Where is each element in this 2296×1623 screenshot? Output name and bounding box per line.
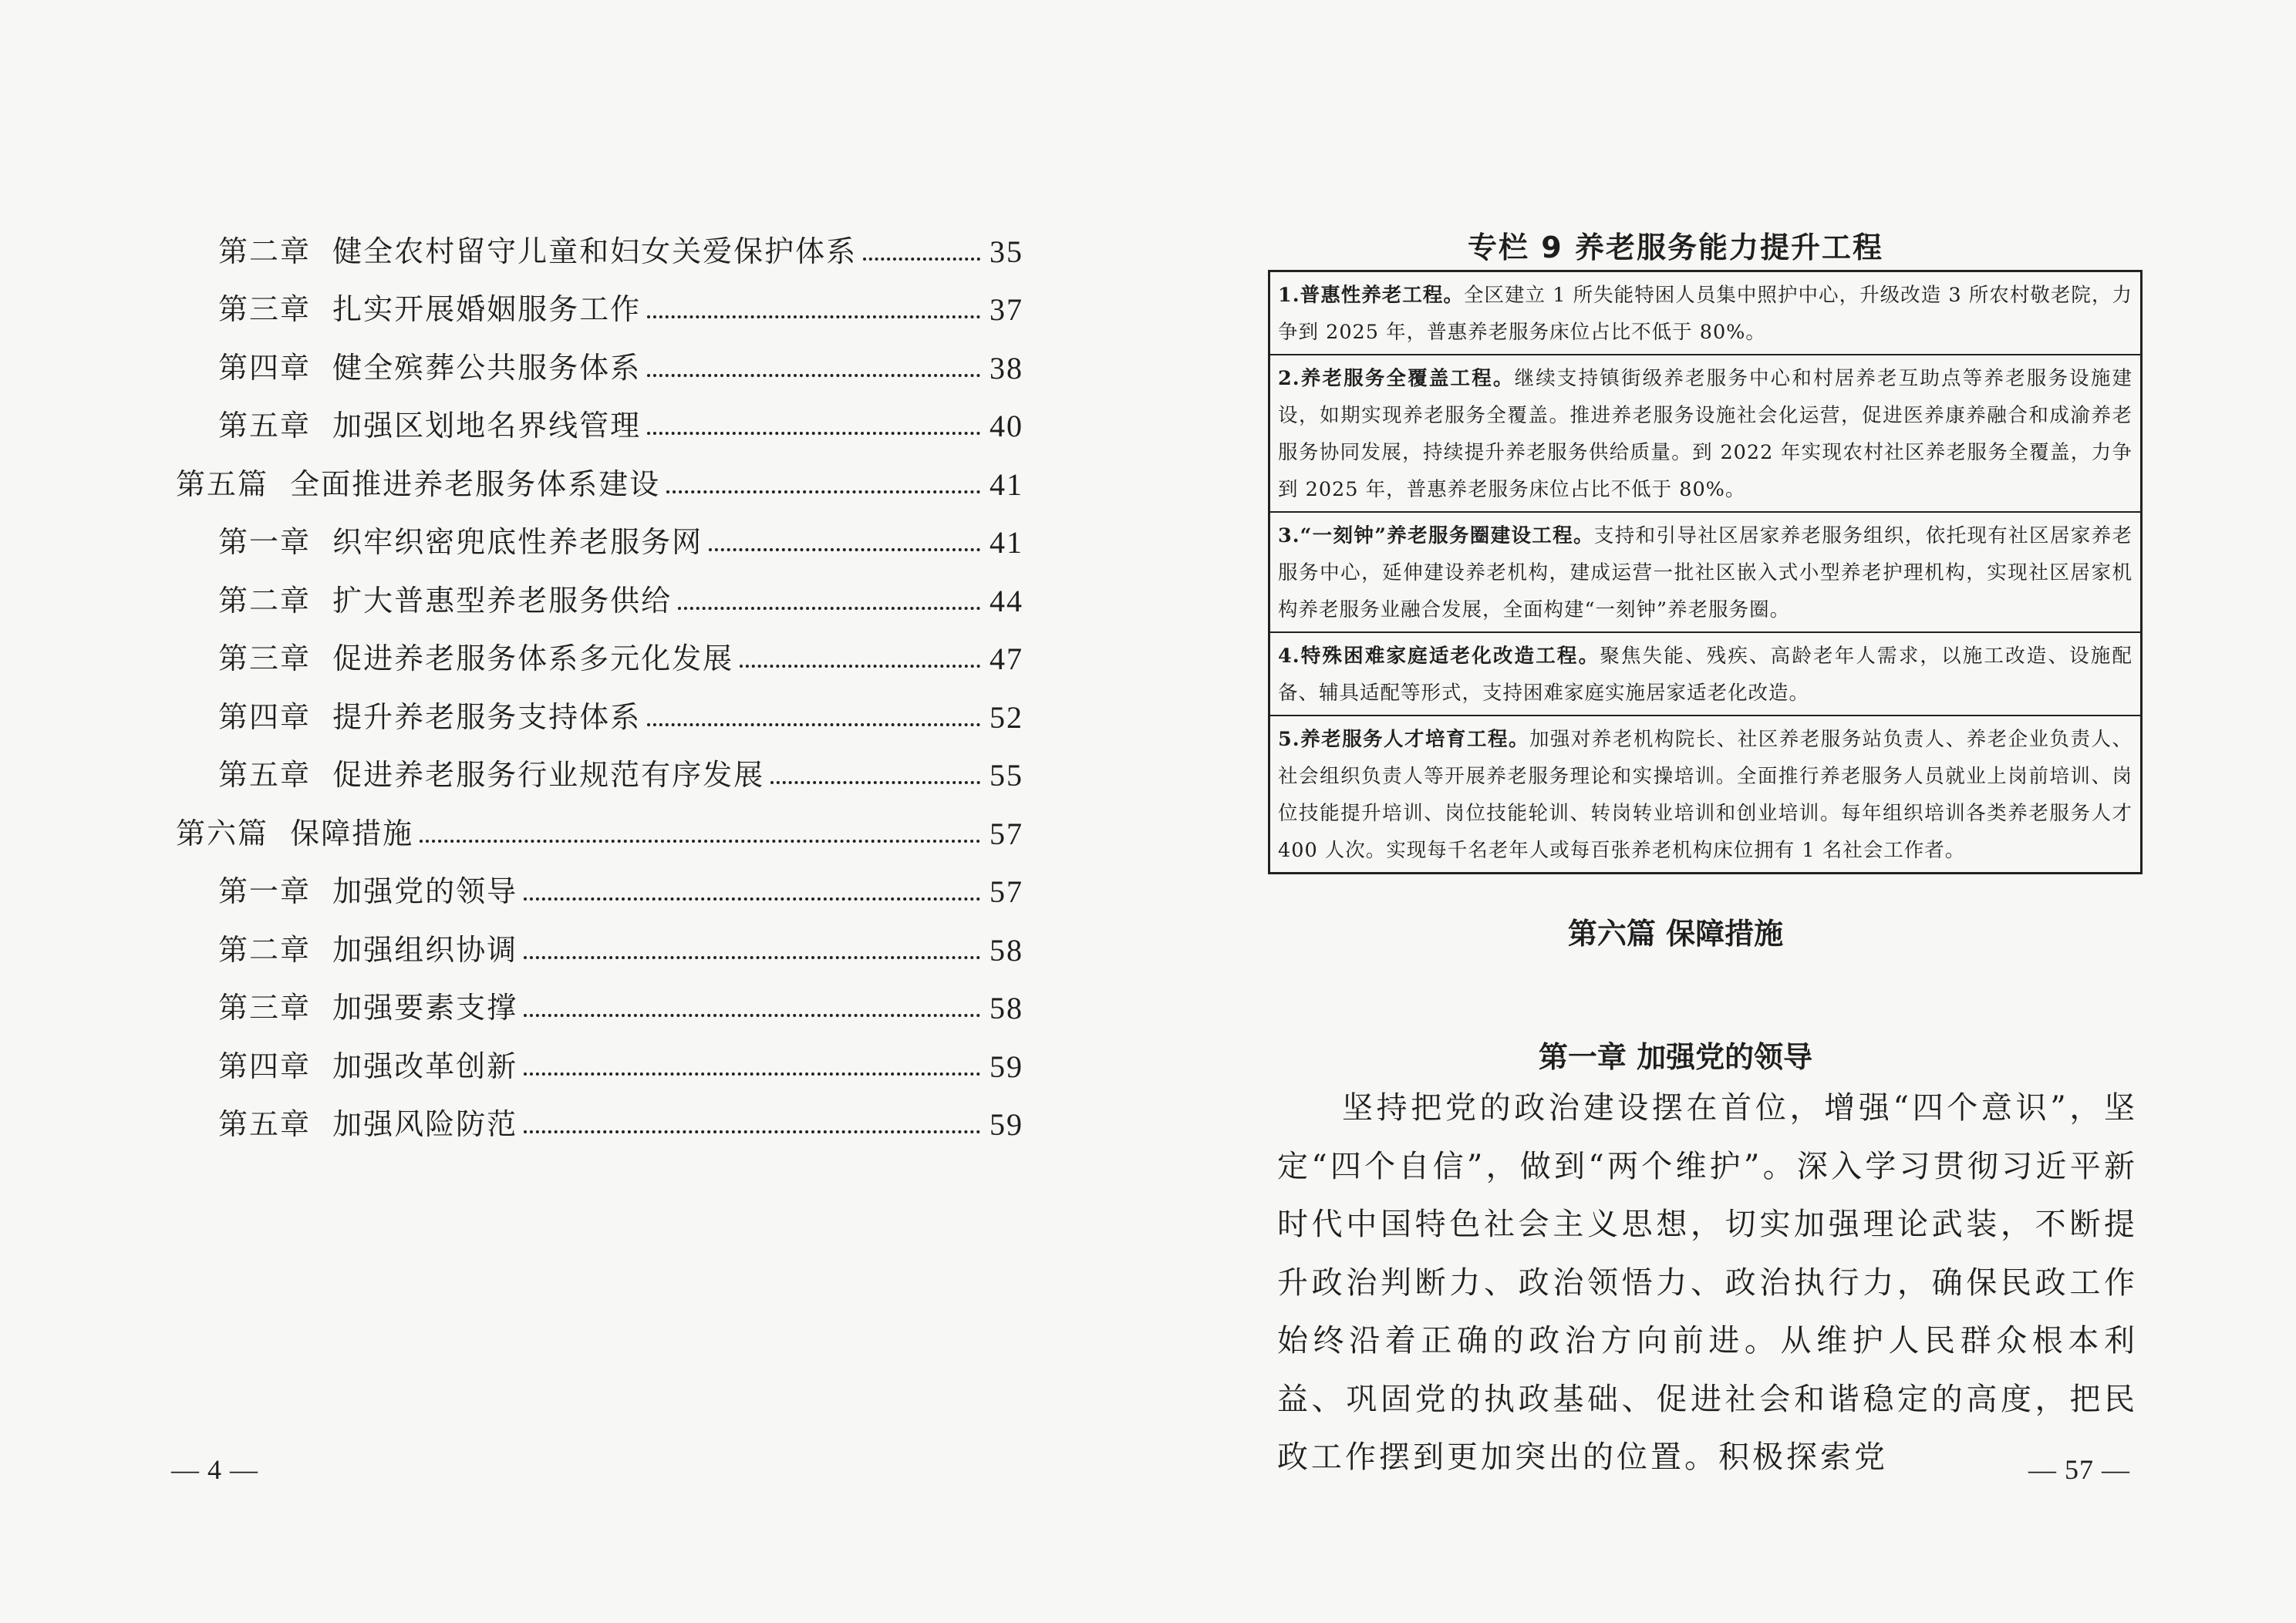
- toc-entry: [218, 573, 1023, 619]
- toc-leader-dots: [647, 315, 980, 318]
- toc-entry-title: 第二章 健全农村留守儿童和妇女关爱保护体系: [218, 234, 858, 268]
- toc-entry-page: 47: [990, 641, 1023, 676]
- toc-entry-page: 55: [990, 758, 1023, 793]
- toc-leader-dots: [647, 374, 980, 377]
- toc-entry-page: 59: [990, 1107, 1023, 1142]
- page-number: — 57 —: [2028, 1454, 2130, 1485]
- toc-leader-dots: [740, 665, 980, 668]
- toc-entry-page: 58: [990, 933, 1023, 968]
- column-box-item: [1270, 513, 2140, 633]
- column-box-item-heading: 2.养老服务全覆盖工程。: [1278, 367, 1515, 390]
- toc-entry: [218, 922, 1023, 968]
- column-box-item: [1270, 355, 2140, 513]
- toc-entry: [218, 398, 1023, 444]
- column-box-item-heading: 3.“一刻钟”养老服务圈建设工程。: [1278, 524, 1594, 547]
- toc-leader-dots: [647, 432, 980, 435]
- part-heading: [1148, 910, 2296, 952]
- column-box-item-heading: 1.普惠性养老工程。: [1278, 284, 1464, 307]
- toc-leader-dots: [524, 956, 980, 959]
- column-box-title: [1148, 224, 2296, 266]
- toc-leader-dots: [524, 1130, 980, 1133]
- toc-entry-title: 第一章 织牢织密兜底性养老服务网: [218, 525, 703, 559]
- column-box-item-text: 全区建立 1 所失能特困人员集中照护中心，升级改造 3 所农村敬老院，力争到 2025 年，普惠养老服务床位占比不低于 80%。: [1278, 284, 2133, 344]
- toc-leader-dots: [647, 723, 980, 726]
- column-box-item-text: 继续支持镇街级养老服务中心和村居养老互助点等养老服务设施建设，如期实现养老服务全覆盖。推进养老服务设施社会化运营，促进医养康养融合和成渝养老服务协同发展，持续提升养老服务供给质量。到 2022 年实现农村社区养老服务全覆盖，力争到 2025 年，普惠养老服务床位占比不低于 80%。: [1278, 367, 2132, 501]
- toc-entry-page: 40: [990, 409, 1023, 443]
- column-box-item-text: 支持和引导社区居家养老服务组织，依托现有社区居家养老服务中心，延伸建设养老机构，建成运营一批社区嵌入式小型养老护理机构，实现社区居家机构养老服务业融合发展，全面构建“一刻钟”养老服务圈。: [1278, 524, 2132, 621]
- toc-leader-dots: [863, 258, 980, 261]
- column-box-item: [1270, 716, 2140, 872]
- column-box: [1268, 270, 2143, 874]
- toc-leader-dots: [524, 1014, 980, 1017]
- column-box-title-text: 专栏 9 养老服务能力提升工程: [1468, 231, 1883, 264]
- column-box-item-heading: 4.特殊困难家庭适老化改造工程。: [1278, 645, 1600, 668]
- toc-entry-page: 44: [990, 584, 1023, 618]
- toc-entry-part: [176, 456, 1023, 503]
- toc-entry-page: 52: [990, 700, 1023, 735]
- toc-entry-page: 57: [990, 817, 1023, 851]
- toc-entry: [218, 514, 1023, 561]
- toc-leader-dots: [524, 897, 980, 901]
- right-page: [1148, 0, 2296, 1623]
- toc-entry-title: 第四章 加强改革创新: [218, 1049, 518, 1083]
- toc-entry: [218, 631, 1023, 677]
- toc-entry-title: 第三章 扎实开展婚姻服务工作: [218, 292, 642, 326]
- toc-leader-dots: [524, 1072, 980, 1076]
- toc-leader-dots: [666, 490, 980, 493]
- toc-entry-title: 第五章 加强区划地名界线管理: [218, 409, 642, 443]
- toc-entry-part: [176, 806, 1023, 852]
- column-box-item-text: 聚焦失能、残疾、高龄老年人需求，以施工改造、设施配备、辅具适配等形式，支持困难家庭实施居家适老化改造。: [1278, 645, 2132, 705]
- toc-entry-page: 35: [990, 234, 1023, 269]
- column-box-item: [1270, 272, 2140, 355]
- toc-entry-title: 第五章 加强风险防范: [218, 1107, 518, 1141]
- toc-entry: [218, 1096, 1023, 1143]
- toc-entry-title: 第一章 加强党的领导: [218, 874, 518, 908]
- page-number: — 4 —: [171, 1454, 258, 1485]
- toc-entry-title: 第六篇 保障措施: [176, 817, 414, 850]
- toc-entry: [218, 980, 1023, 1026]
- body-paragraph: 坚持把党的政治建设摆在首位，增强“四个意识”，坚定“四个自信”，做到“两个维护”。深入学习贯彻习近平新时代中国特色社会主义思想，切实加强理论武装，不断提升政治判断力、政治领悟力、政治执行力，确保民政工作始终沿着正确的政治方向前进。从维护人民群众根本利益、巩固党的执政基础、促进社会和谐稳定的高度，把民政工作摆到更加突出的位置。积极探索党: [1277, 1090, 2138, 1475]
- chapter-heading: [1148, 1033, 2296, 1076]
- toc-entry-title: 第五章 促进养老服务行业规范有序发展: [218, 758, 765, 792]
- toc-entry: [218, 747, 1023, 793]
- toc-entry: [218, 340, 1023, 386]
- toc-entry-title: 第五篇 全面推进养老服务体系建设: [176, 467, 661, 501]
- toc-entry-title: 第四章 提升养老服务支持体系: [218, 700, 642, 734]
- toc-entry-page: 59: [990, 1049, 1023, 1084]
- toc-leader-dots: [420, 840, 980, 843]
- toc-leader-dots: [678, 607, 980, 610]
- toc-entry: [218, 281, 1023, 328]
- column-box-item: [1270, 633, 2140, 716]
- toc-leader-dots: [709, 548, 980, 551]
- toc-entry: [218, 864, 1023, 910]
- toc-entry: [218, 224, 1023, 270]
- toc-entry-page: 57: [990, 874, 1023, 909]
- toc-entry-title: 第四章 健全殡葬公共服务体系: [218, 351, 642, 385]
- toc-leader-dots: [770, 781, 980, 784]
- column-box-item-heading: 5.养老服务人才培育工程。: [1278, 728, 1529, 751]
- toc-entry-page: 38: [990, 351, 1023, 386]
- toc-entry-page: 58: [990, 991, 1023, 1025]
- toc-entry-page: 37: [990, 292, 1023, 327]
- toc-entry-page: 41: [990, 467, 1023, 502]
- chapter-heading-text: 第一章 加强党的领导: [1538, 1040, 1813, 1074]
- toc-entry: [218, 1039, 1023, 1085]
- toc-entry-title: 第三章 加强要素支撑: [218, 991, 518, 1025]
- toc-entry-page: 41: [990, 525, 1023, 560]
- part-heading-text: 第六篇 保障措施: [1567, 917, 1784, 951]
- toc-entry-title: 第三章 促进养老服务体系多元化发展: [218, 641, 734, 675]
- toc-entry: [218, 689, 1023, 736]
- toc-entry-title: 第二章 加强组织协调: [218, 933, 518, 967]
- toc-entry-title: 第二章 扩大普惠型养老服务供给: [218, 584, 673, 618]
- column-box-item-text: 加强对养老机构院长、社区养老服务站负责人、养老企业负责人、社会组织负责人等开展养老服务理论和实操培训。全面推行养老服务人员就业上岗前培训、岗位技能提升培训、岗位技能轮训、转岗转业培训和创业培训。每年组织培训各类养老服务人才 400 人次。实现每千名老年人或每百张养老机构床位拥有 1 名社会工作者。: [1278, 728, 2132, 862]
